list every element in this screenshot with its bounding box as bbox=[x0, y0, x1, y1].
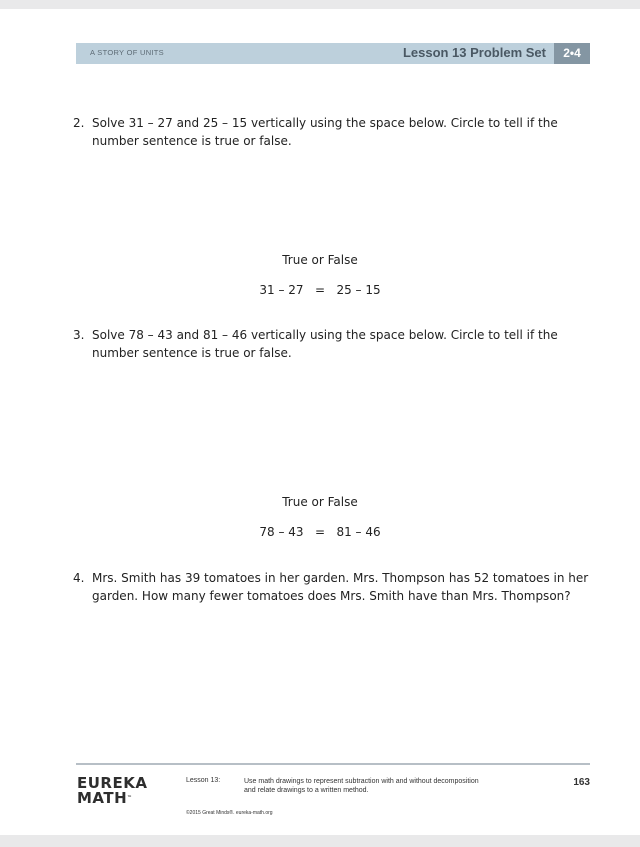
footer-copyright: ©2015 Great Minds®. eureka-math.org bbox=[186, 810, 273, 816]
footer-lesson-label: Lesson 13: bbox=[186, 777, 221, 784]
page-title: Lesson 13 Problem Set bbox=[402, 45, 546, 60]
footer-divider bbox=[76, 763, 590, 765]
eureka-math-logo bbox=[77, 776, 147, 806]
worksheet-page bbox=[0, 9, 640, 835]
series-label: A STORY OF UNITS bbox=[90, 48, 164, 57]
problem-4 bbox=[73, 569, 593, 605]
problem-2 bbox=[73, 114, 593, 150]
problem-3 bbox=[73, 326, 593, 362]
problem-text: Solve 78 – 43 and 81 – 46 vertically using the space below. Circle to tell if the number sentence is true or false. bbox=[92, 328, 558, 360]
trademark-mark: ™ bbox=[127, 795, 133, 801]
lesson-header bbox=[76, 43, 590, 64]
page-number: 163 bbox=[573, 777, 590, 788]
module-badge: 2•4 bbox=[554, 43, 590, 64]
logo-line-1: EUREKA bbox=[77, 774, 148, 792]
number-sentence: 31 – 27 = 25 – 15 bbox=[259, 283, 381, 297]
true-or-false-label: True or False bbox=[282, 495, 358, 509]
problem-text: Mrs. Smith has 39 tomatoes in her garden. Mrs. Thompson has 52 tomatoes in her garden. How many fewer tomatoes does Mrs. Smith have than Mrs. Thompson? bbox=[92, 571, 589, 603]
problem-text: Solve 31 – 27 and 25 – 15 vertically using the space below. Circle to tell if the number sentence is true or false. bbox=[92, 116, 558, 148]
number-sentence: 78 – 43 = 81 – 46 bbox=[259, 525, 381, 539]
footer-lesson-description: Use math drawings to represent subtraction with and without decomposition and relate drawings to a written method. bbox=[244, 778, 479, 794]
problem-number: 3. bbox=[73, 328, 85, 342]
problem-number: 2. bbox=[73, 116, 85, 130]
logo-line-2: MATH bbox=[77, 789, 128, 807]
problem-number: 4. bbox=[73, 571, 85, 585]
true-or-false-label: True or False bbox=[282, 253, 358, 267]
